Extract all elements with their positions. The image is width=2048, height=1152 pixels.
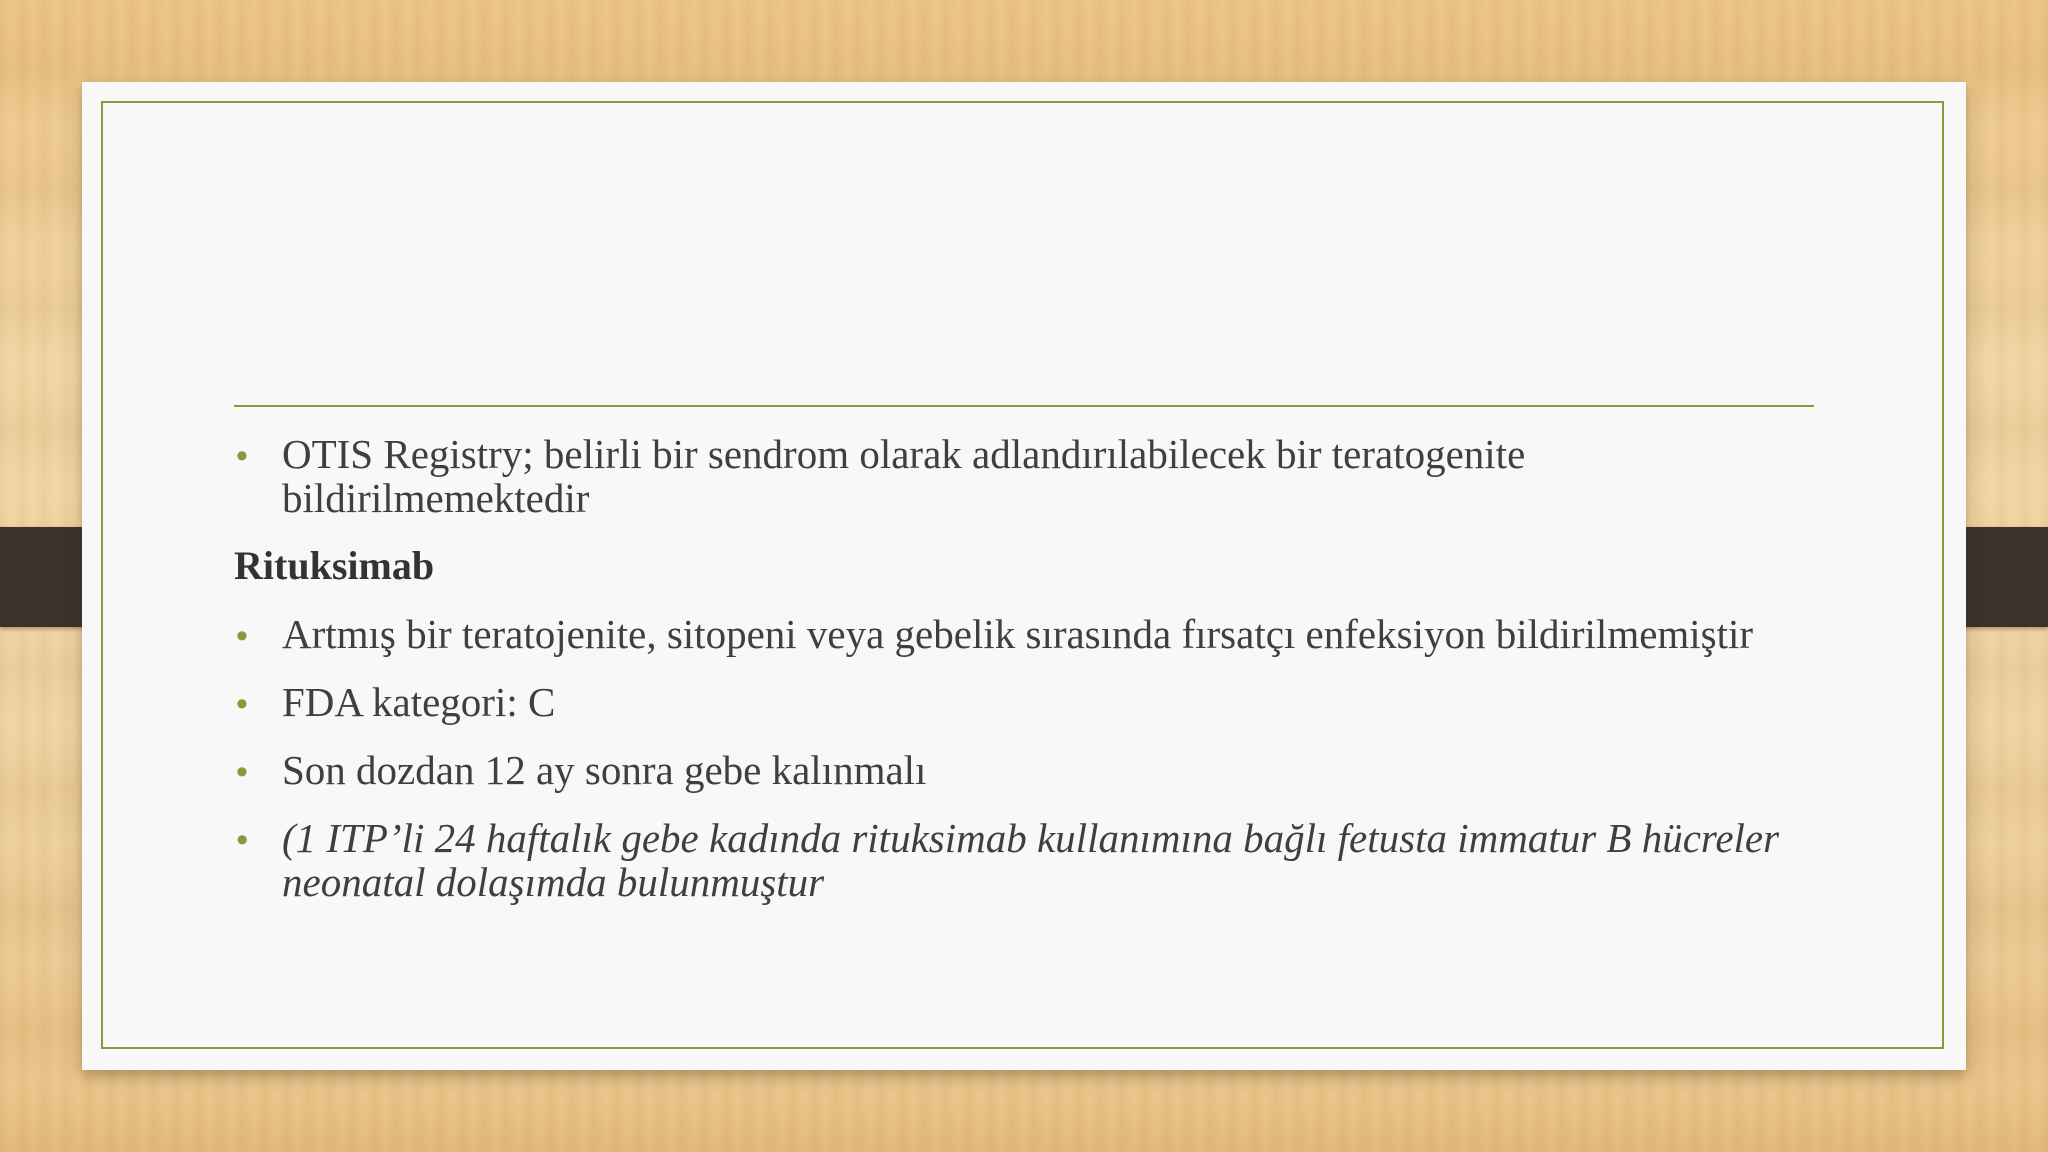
- bullet-icon: •: [236, 821, 248, 859]
- section-heading: Rituksimab: [234, 543, 435, 588]
- bullet-text: OTIS Registry; belirli bir sendrom olarak adlandırılabilecek bir teratogenite bildirilmemektedir: [282, 431, 1526, 521]
- bullet-item: [234, 612, 1814, 656]
- bullet-item: [234, 816, 1814, 904]
- bullet-item: [234, 432, 1814, 520]
- bullet-text: (1 ITP’li 24 haftalık gebe kadında rituksimab kullanımına bağlı fetusta immatur B hücreler neonatal dolaşımda bulunmuştur: [282, 815, 1780, 905]
- bullet-icon: •: [236, 685, 248, 723]
- bullet-text: Son dozdan 12 ay sonra gebe kalınmalı: [282, 747, 927, 793]
- bullet-icon: •: [236, 437, 248, 475]
- bullet-item: [234, 748, 1814, 792]
- bullet-text: Artmış bir teratojenite, sitopeni veya gebelik sırasında fırsatçı enfeksiyon bildirilmemiştir: [282, 611, 1754, 657]
- bullet-text: FDA kategori: C: [282, 679, 556, 725]
- bullet-icon: •: [236, 753, 248, 791]
- bullet-item: [234, 680, 1814, 724]
- bullet-icon: •: [236, 617, 248, 655]
- slide-body: [234, 432, 1814, 928]
- title-divider: [234, 405, 1814, 407]
